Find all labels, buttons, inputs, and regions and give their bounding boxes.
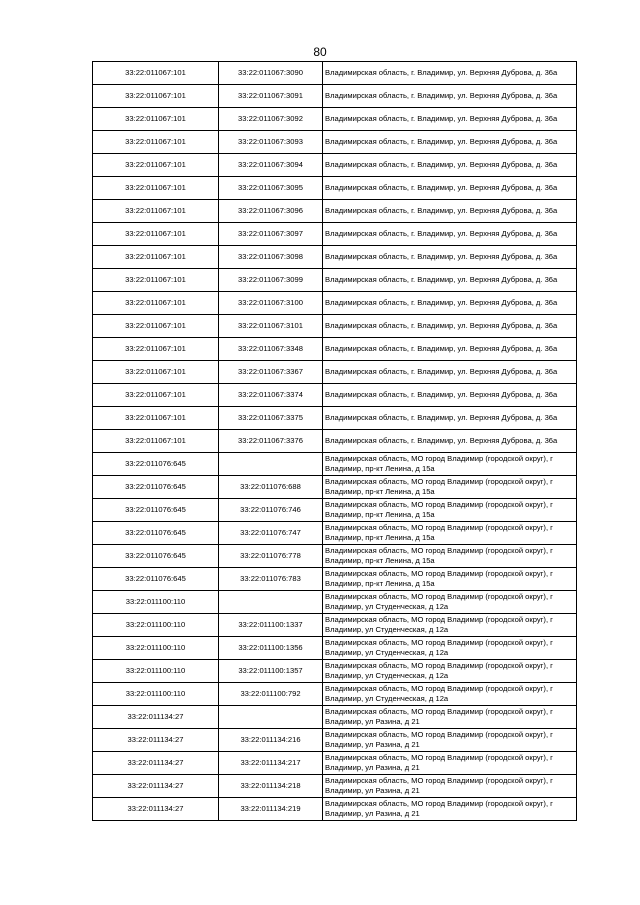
address-cell: Владимирская область, МО город Владимир (городской округ), г Владимир, ул Студенческая, д 12а	[323, 660, 577, 683]
parcel-number-cell: 33:22:011100:110	[93, 683, 219, 706]
table-row	[93, 223, 577, 246]
object-number-cell: 33:22:011067:3094	[219, 154, 323, 177]
table-row	[93, 338, 577, 361]
parcel-number-cell: 33:22:011134:27	[93, 706, 219, 729]
address-cell: Владимирская область, г. Владимир, ул. Верхняя Дуброва, д. 36а	[323, 108, 577, 131]
address-cell: Владимирская область, г. Владимир, ул. Верхняя Дуброва, д. 36а	[323, 315, 577, 338]
address-cell: Владимирская область, г. Владимир, ул. Верхняя Дуброва, д. 36а	[323, 200, 577, 223]
parcel-number-cell: 33:22:011134:27	[93, 775, 219, 798]
object-number-cell: 33:22:011067:3348	[219, 338, 323, 361]
parcel-number-cell: 33:22:011076:645	[93, 522, 219, 545]
table-row	[93, 591, 577, 614]
table-row	[93, 568, 577, 591]
object-number-cell: 33:22:011067:3376	[219, 430, 323, 453]
address-cell: Владимирская область, МО город Владимир (городской округ), г Владимир, ул Студенческая, д 12а	[323, 591, 577, 614]
table-row	[93, 706, 577, 729]
table-row	[93, 177, 577, 200]
address-cell: Владимирская область, г. Владимир, ул. Верхняя Дуброва, д. 36а	[323, 338, 577, 361]
address-cell: Владимирская область, МО город Владимир (городской округ), г Владимир, ул Разина, д 21	[323, 798, 577, 821]
table-row	[93, 361, 577, 384]
table-row	[93, 614, 577, 637]
address-cell: Владимирская область, МО город Владимир (городской округ), г Владимир, пр-кт Ленина, д 15а	[323, 476, 577, 499]
parcel-number-cell: 33:22:011076:645	[93, 545, 219, 568]
object-number-cell: 33:22:011076:778	[219, 545, 323, 568]
object-number-cell: 33:22:011134:216	[219, 729, 323, 752]
parcel-number-cell: 33:22:011067:101	[93, 315, 219, 338]
page-number: 80	[313, 45, 327, 59]
object-number-cell: 33:22:011067:3097	[219, 223, 323, 246]
parcel-number-cell: 33:22:011067:101	[93, 108, 219, 131]
parcel-number-cell: 33:22:011067:101	[93, 223, 219, 246]
parcel-number-cell: 33:22:011134:27	[93, 752, 219, 775]
object-number-cell: 33:22:011100:1356	[219, 637, 323, 660]
address-cell: Владимирская область, МО город Владимир (городской округ), г Владимир, пр-кт Ленина, д 15а	[323, 499, 577, 522]
parcel-number-cell: 33:22:011076:645	[93, 476, 219, 499]
object-number-cell: 33:22:011067:3101	[219, 315, 323, 338]
table-row	[93, 453, 577, 476]
address-cell: Владимирская область, МО город Владимир (городской округ), г Владимир, ул Разина, д 21	[323, 729, 577, 752]
object-number-cell: 33:22:011134:219	[219, 798, 323, 821]
address-cell: Владимирская область, г. Владимир, ул. Верхняя Дуброва, д. 36а	[323, 292, 577, 315]
address-cell: Владимирская область, г. Владимир, ул. Верхняя Дуброва, д. 36а	[323, 269, 577, 292]
parcel-number-cell: 33:22:011076:645	[93, 568, 219, 591]
object-number-cell: 33:22:011100:1337	[219, 614, 323, 637]
parcel-number-cell: 33:22:011067:101	[93, 269, 219, 292]
address-cell: Владимирская область, МО город Владимир (городской округ), г Владимир, ул Разина, д 21	[323, 706, 577, 729]
object-number-cell: 33:22:011067:3090	[219, 62, 323, 85]
parcel-number-cell: 33:22:011100:110	[93, 614, 219, 637]
object-number-cell	[219, 453, 323, 476]
address-cell: Владимирская область, г. Владимир, ул. Верхняя Дуброва, д. 36а	[323, 154, 577, 177]
address-cell: Владимирская область, г. Владимир, ул. Верхняя Дуброва, д. 36а	[323, 430, 577, 453]
table-row	[93, 545, 577, 568]
table-row	[93, 522, 577, 545]
object-number-cell: 33:22:011067:3375	[219, 407, 323, 430]
cadastral-table	[92, 61, 577, 821]
parcel-number-cell: 33:22:011100:110	[93, 637, 219, 660]
table-body	[93, 62, 577, 821]
object-number-cell: 33:22:011067:3095	[219, 177, 323, 200]
parcel-number-cell: 33:22:011067:101	[93, 200, 219, 223]
table-row	[93, 315, 577, 338]
address-cell: Владимирская область, г. Владимир, ул. Верхняя Дуброва, д. 36а	[323, 223, 577, 246]
parcel-number-cell: 33:22:011067:101	[93, 361, 219, 384]
table-row	[93, 246, 577, 269]
address-cell: Владимирская область, г. Владимир, ул. Верхняя Дуброва, д. 36а	[323, 384, 577, 407]
table-row	[93, 154, 577, 177]
parcel-number-cell: 33:22:011067:101	[93, 407, 219, 430]
table-row	[93, 62, 577, 85]
table-row	[93, 660, 577, 683]
table-row	[93, 200, 577, 223]
address-cell: Владимирская область, МО город Владимир (городской округ), г Владимир, пр-кт Ленина, д 15а	[323, 522, 577, 545]
address-cell: Владимирская область, МО город Владимир (городской округ), г Владимир, пр-кт Ленина, д 15а	[323, 568, 577, 591]
address-cell: Владимирская область, г. Владимир, ул. Верхняя Дуброва, д. 36а	[323, 85, 577, 108]
table-row	[93, 637, 577, 660]
object-number-cell: 33:22:011067:3367	[219, 361, 323, 384]
parcel-number-cell: 33:22:011100:110	[93, 660, 219, 683]
address-cell: Владимирская область, г. Владимир, ул. Верхняя Дуброва, д. 36а	[323, 246, 577, 269]
address-cell: Владимирская область, г. Владимир, ул. Верхняя Дуброва, д. 36а	[323, 62, 577, 85]
address-cell: Владимирская область, г. Владимир, ул. Верхняя Дуброва, д. 36а	[323, 407, 577, 430]
parcel-number-cell: 33:22:011067:101	[93, 154, 219, 177]
object-number-cell: 33:22:011076:688	[219, 476, 323, 499]
object-number-cell: 33:22:011100:1357	[219, 660, 323, 683]
parcel-number-cell: 33:22:011076:645	[93, 453, 219, 476]
object-number-cell: 33:22:011067:3100	[219, 292, 323, 315]
object-number-cell: 33:22:011067:3374	[219, 384, 323, 407]
object-number-cell: 33:22:011100:792	[219, 683, 323, 706]
parcel-number-cell: 33:22:011067:101	[93, 384, 219, 407]
address-cell: Владимирская область, г. Владимир, ул. Верхняя Дуброва, д. 36а	[323, 361, 577, 384]
table-row	[93, 775, 577, 798]
address-cell: Владимирская область, МО город Владимир (городской округ), г Владимир, ул Студенческая, д 12а	[323, 683, 577, 706]
object-number-cell: 33:22:011076:783	[219, 568, 323, 591]
parcel-number-cell: 33:22:011067:101	[93, 246, 219, 269]
object-number-cell: 33:22:011067:3098	[219, 246, 323, 269]
parcel-number-cell: 33:22:011067:101	[93, 85, 219, 108]
object-number-cell: 33:22:011134:218	[219, 775, 323, 798]
address-cell: Владимирская область, МО город Владимир (городской округ), г Владимир, ул Студенческая, д 12а	[323, 614, 577, 637]
object-number-cell	[219, 591, 323, 614]
object-number-cell: 33:22:011076:747	[219, 522, 323, 545]
parcel-number-cell: 33:22:011067:101	[93, 338, 219, 361]
object-number-cell: 33:22:011134:217	[219, 752, 323, 775]
address-cell: Владимирская область, МО город Владимир (городской округ), г Владимир, ул Студенческая, д 12а	[323, 637, 577, 660]
parcel-number-cell: 33:22:011134:27	[93, 798, 219, 821]
address-cell: Владимирская область, МО город Владимир (городской округ), г Владимир, пр-кт Ленина, д 15а	[323, 545, 577, 568]
address-cell: Владимирская область, МО город Владимир (городской округ), г Владимир, ул Разина, д 21	[323, 752, 577, 775]
table-row	[93, 798, 577, 821]
parcel-number-cell: 33:22:011100:110	[93, 591, 219, 614]
object-number-cell: 33:22:011067:3099	[219, 269, 323, 292]
table-row	[93, 85, 577, 108]
table-row	[93, 407, 577, 430]
address-cell: Владимирская область, МО город Владимир (городской округ), г Владимир, ул Разина, д 21	[323, 775, 577, 798]
parcel-number-cell: 33:22:011134:27	[93, 729, 219, 752]
address-cell: Владимирская область, МО город Владимир (городской округ), г Владимир, пр-кт Ленина, д 15а	[323, 453, 577, 476]
table-row	[93, 269, 577, 292]
parcel-number-cell: 33:22:011076:645	[93, 499, 219, 522]
parcel-number-cell: 33:22:011067:101	[93, 292, 219, 315]
parcel-number-cell: 33:22:011067:101	[93, 430, 219, 453]
object-number-cell: 33:22:011067:3091	[219, 85, 323, 108]
table-row	[93, 384, 577, 407]
table-row	[93, 683, 577, 706]
table-row	[93, 729, 577, 752]
parcel-number-cell: 33:22:011067:101	[93, 177, 219, 200]
table-row	[93, 131, 577, 154]
table-row	[93, 108, 577, 131]
object-number-cell	[219, 706, 323, 729]
object-number-cell: 33:22:011067:3092	[219, 108, 323, 131]
table-row	[93, 499, 577, 522]
table-row	[93, 430, 577, 453]
address-cell: Владимирская область, г. Владимир, ул. Верхняя Дуброва, д. 36а	[323, 177, 577, 200]
address-cell: Владимирская область, г. Владимир, ул. Верхняя Дуброва, д. 36а	[323, 131, 577, 154]
table-row	[93, 752, 577, 775]
table-row	[93, 476, 577, 499]
object-number-cell: 33:22:011076:746	[219, 499, 323, 522]
parcel-number-cell: 33:22:011067:101	[93, 62, 219, 85]
object-number-cell: 33:22:011067:3093	[219, 131, 323, 154]
object-number-cell: 33:22:011067:3096	[219, 200, 323, 223]
parcel-number-cell: 33:22:011067:101	[93, 131, 219, 154]
table-row	[93, 292, 577, 315]
